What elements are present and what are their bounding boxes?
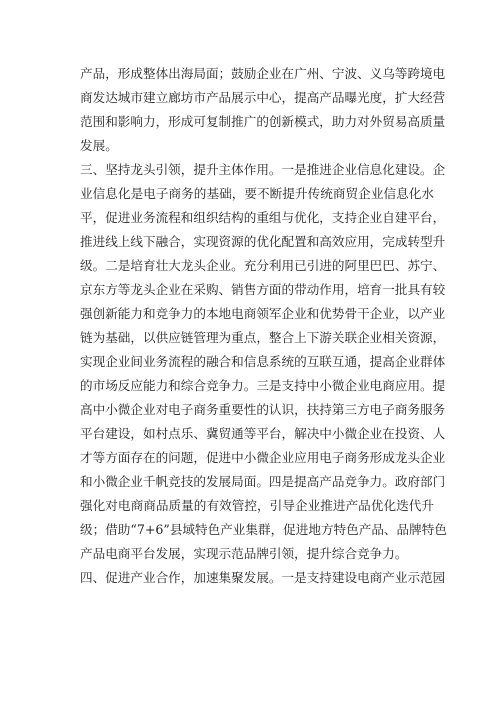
text-line: 三、坚持龙头引领，提升主体作用。一是推进企业信息化建设。企 <box>80 162 446 177</box>
text-line: 平台建设，如村点乐、冀贸通等平台，解决中小微企业在投资、人 <box>80 426 446 441</box>
text-line: 链为基础，以供应链管理为重点，整合上下游关联企业相关资源， <box>80 330 446 345</box>
text-line: 和小微企业千帆竞技的发展局面。四是提高产品竞争力。政府部门 <box>80 474 446 489</box>
text-line: 实现企业间业务流程的融合和信息系统的互联互通，提高企业群体 <box>80 354 446 369</box>
text-line: 才等方面存在的问题，促进中小微企业应用电子商务形成龙头企业 <box>80 450 446 465</box>
text-line: 业信息化是电子商务的基础，要不断提升传统商贸企业信息化水 <box>80 186 434 201</box>
text-line: 强创新能力和竞争力的本地电商领军企业和优势骨干企业，以产业 <box>80 306 446 321</box>
text-line: 商发达城市建立廊坊市产品展示中心，提高产品曝光度，扩大经营 <box>80 90 446 105</box>
text-line: 范围和影响力，形成可复制推广的创新模式，助力对外贸易高质量 <box>80 114 446 129</box>
text-line: 高中小微企业对电子商务重要性的认识，扶持第三方电子商务服务 <box>80 402 446 417</box>
text-line: 产品电商平台发展，实现示范品牌引领，提升综合竞争力。 <box>80 546 408 561</box>
text-line: 级；借助“7+6”县域特色产业集群，促进地方特色产品、品牌特色 <box>80 522 447 537</box>
text-line: 平，促进业务流程和组织结构的重组与优化，支持企业自建平台， <box>80 210 446 225</box>
text-line: 级。二是培育壮大龙头企业。充分利用已引进的阿里巴巴、苏宁、 <box>80 258 446 273</box>
text-line: 强化对电商商品质量的有效管控，引导企业推进产品优化迭代升 <box>80 498 434 513</box>
text-line: 京东方等龙头企业在采购、销售方面的带动作用，培育一批具有较 <box>80 282 446 297</box>
document-page <box>80 62 447 590</box>
text-line: 的市场反应能力和综合竞争力。三是支持中小微企业电商应用。提 <box>80 378 446 393</box>
text-line: 产品，形成整体出海局面；鼓励企业在广州、宁波、义乌等跨境电 <box>80 66 446 81</box>
text-line: 四、促进产业合作，加速集聚发展。一是支持建设电商产业示范园 <box>80 570 446 585</box>
text-line: 推进线上线下融合，实现资源的优化配置和高效应用，完成转型升 <box>80 234 446 249</box>
text-line: 发展。 <box>80 138 118 153</box>
